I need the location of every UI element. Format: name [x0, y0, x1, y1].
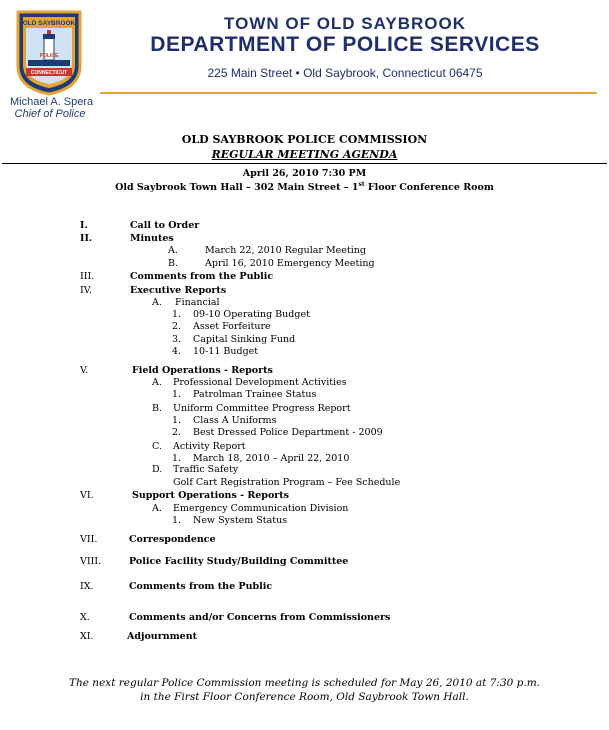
agenda-item-text: Minutes — [130, 233, 174, 244]
agenda-item-number: VI. — [80, 490, 94, 501]
agenda-item-number: VII. — [80, 534, 98, 545]
agenda-item-text: Call to Order — [130, 220, 200, 231]
agenda-item-number: A. — [152, 377, 162, 388]
agenda-item-text: Police Facility Study/Building Committee — [129, 556, 349, 567]
meeting-date-time: April 26, 2010 7:30 PM — [242, 168, 367, 179]
agenda-item-text: April 16, 2010 Emergency Meeting — [205, 258, 375, 269]
police-badge-logo — [14, 8, 84, 96]
agenda-item-text: Traffic Safety — [173, 464, 239, 475]
agenda-item-number: B. — [168, 258, 179, 269]
meeting-location: Old Saybrook Town Hall – 302 Main Street – 1st Floor Conference Room — [115, 181, 494, 194]
agenda-item-text: Executive Reports — [130, 285, 227, 296]
agenda-item-text: Class A Uniforms — [193, 415, 277, 426]
agenda-item-number: III. — [80, 271, 95, 282]
agenda-item-text: New System Status — [193, 515, 288, 526]
agenda-item-text: March 22, 2010 Regular Meeting — [205, 245, 366, 256]
agenda-item-text: Professional Development Activities — [173, 377, 347, 388]
agenda-item-text: Comments and/or Concerns from Commissioners — [129, 612, 391, 623]
agenda-item-number: IV. — [80, 285, 92, 296]
agenda-title: REGULAR MEETING AGENDA — [211, 148, 398, 161]
department-address: 225 Main Street • Old Saybrook, Connecticut 06475 — [207, 66, 483, 80]
header-divider — [2, 163, 607, 164]
agenda-item-text: Emergency Communication Division — [173, 503, 349, 514]
agenda-item-number: C. — [152, 441, 162, 452]
agenda-item-number: B. — [152, 403, 163, 414]
agenda-item-number: 1. — [172, 515, 182, 526]
agenda-item-text: Uniform Committee Progress Report — [173, 403, 351, 414]
agenda-item-text: Adjournment — [127, 631, 197, 642]
agenda-item-number: 1. — [172, 415, 182, 426]
agenda-item-text: 10-11 Budget — [193, 346, 259, 357]
agenda-item-number: 1. — [172, 453, 182, 464]
agenda-item-text: Golf Cart Registration Program – Fee Schedule — [173, 477, 401, 488]
town-name: TOWN OF OLD SAYBROOK — [224, 14, 466, 33]
agenda-item-number: 1. — [172, 309, 182, 320]
badge-top-text: OLD SAYBROOK — [22, 20, 76, 27]
agenda-item-number: IX. — [80, 581, 94, 592]
agenda-item-number: I. — [80, 220, 88, 231]
agenda-item-number: XI. — [80, 631, 94, 642]
agenda-item-text: Best Dressed Police Department - 2009 — [193, 427, 383, 438]
agenda-item-number: A. — [152, 297, 162, 308]
badge-middle-text: POLICE — [39, 53, 59, 59]
agenda-item-number: 2. — [172, 427, 182, 438]
agenda-item-number: X. — [80, 612, 90, 623]
chief-title: Chief of Police — [14, 108, 86, 120]
agenda-item-text: 09-10 Operating Budget — [193, 309, 310, 320]
agenda-item-number: 2. — [172, 321, 182, 332]
agenda-item-number: D. — [152, 464, 163, 475]
agenda-item-text: Support Operations - Reports — [132, 490, 290, 501]
agenda-item-number: V. — [80, 365, 89, 376]
agenda-item-number: 3. — [172, 334, 182, 345]
agenda-item-text: Comments from the Public — [130, 271, 274, 282]
commission-title: OLD SAYBROOK POLICE COMMISSION — [181, 133, 428, 146]
agenda-item-text: Financial — [175, 297, 220, 308]
agenda-item-text: Activity Report — [173, 441, 246, 452]
badge-bottom-text: CONNECTICUT — [30, 70, 68, 76]
agenda-item-text: March 18, 2010 – April 22, 2010 — [193, 453, 350, 464]
agenda-item-number: 1. — [172, 389, 182, 400]
agenda-item-text: Correspondence — [129, 534, 216, 545]
department-name: DEPARTMENT OF POLICE SERVICES — [150, 33, 540, 56]
footer-note-line1: The next regular Police Commission meeting is scheduled for May 26, 2010 at 7:30 p.m. — [68, 677, 540, 689]
agenda-item-number: A. — [152, 503, 162, 514]
letterhead-divider — [100, 92, 597, 94]
agenda-item-number: A. — [168, 245, 178, 256]
agenda-item-number: II. — [80, 233, 93, 244]
agenda-item-number: VIII. — [80, 556, 102, 567]
chief-name: Michael A. Spera — [10, 96, 94, 108]
agenda-item-text: Patrolman Trainee Status — [193, 389, 317, 400]
agenda-item-text: Capital Sinking Fund — [193, 334, 296, 345]
agenda-item-number: 4. — [172, 346, 182, 357]
footer-note-line2: in the First Floor Conference Room, Old Saybrook Town Hall. — [140, 691, 469, 703]
agenda-item-text: Field Operations - Reports — [132, 365, 273, 376]
agenda-item-text: Asset Forfeiture — [193, 321, 271, 332]
agenda-item-text: Comments from the Public — [129, 581, 273, 592]
